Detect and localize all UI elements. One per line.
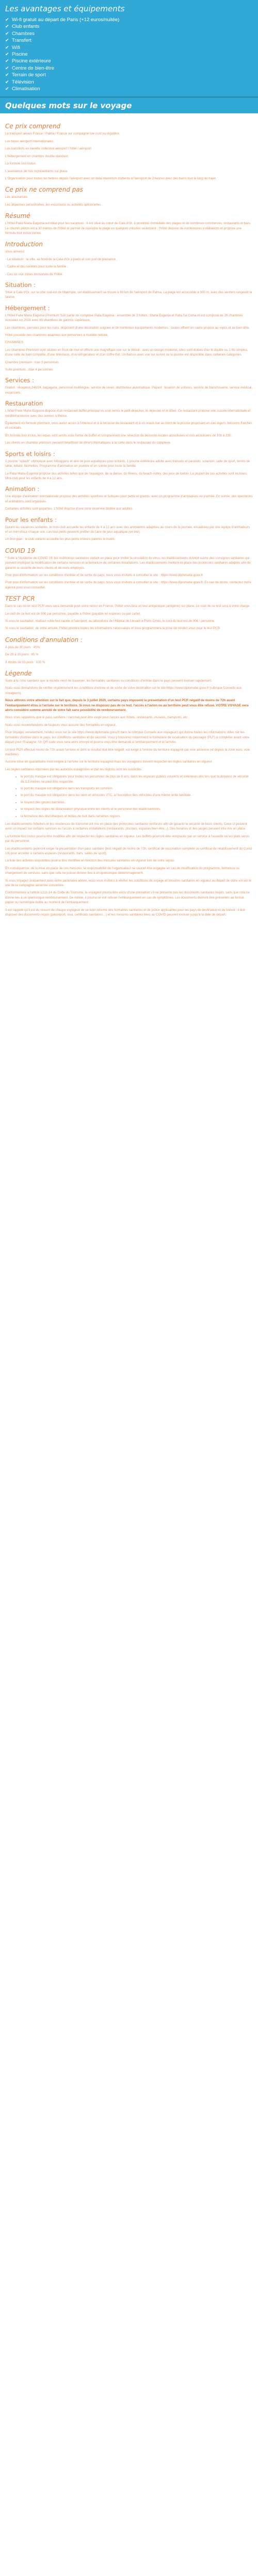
paragraph: Un test PCR effectué moins de 72h avant l'arrivée et dont le résultat doit être négatif, est exigé à l'entrée du territoire espagnol par voie aérienne (et depuis la zone euro, voie maritime). xyxy=(5,748,250,756)
paragraph: Conformément à l'article L211-14 du Code du Tourisme, le voyageur pourra être exclu d'une prestation s'il ne présente pas les documents sanitaires requis, sans que cela ne donne lieu à un quelconque remboursement. De même, il pourra se voir refuser l'embarquement en cas de symptômes. Les documents devront être présentés au format papier ou numérique lisible au moment de l'embarquement. xyxy=(5,891,250,905)
paragraph: Nous vous recommandons de toujours vous assurer des formalités en vigueur. xyxy=(5,723,117,727)
subsection-heading: Hébergement : xyxy=(5,304,50,312)
paragraph: Les chambres, pensées pour les nuits, disposent d'une décoration soignée et de nombreux équipements modernes : toutes offrent un cadre propice au repos et au bien-être. xyxy=(5,326,250,330)
amenity-item xyxy=(5,51,253,58)
paragraph: Suite premium : max 4 personnes xyxy=(5,368,53,372)
section-heading: Introduction xyxy=(5,241,43,248)
paragraph: L'assistance de nos représentants sur place. xyxy=(5,169,69,173)
paragraph: Certaines activités sont payantes. L'hôtel dispose d'une zone réservée dédiée aux adultes. xyxy=(5,507,134,511)
paragraph: En formule tout inclus, les repas sont servis sous forme de buffet et comprennent une sélection de boissons locales alcoolisées et non alcoolisées de 10h à 23h. xyxy=(5,433,232,437)
paragraph: 1 piscine "splash" olympique avec toboggans et aire de jeux aquatiques pour enfants, 1 piscine extérieure adulte avec transats et parasols, solarium, salle de sport, tennis de table, billard, fléchettes. Programme d'animation en journée et en soirée pour toute la famille. xyxy=(5,459,250,468)
paragraph: Si vous le souhaitez, réalisez votre test rapide à l'aéroport, au laboratoire de l'Hôpital de Llevant à Porto Cristo, le coût du test est de 90€ / personne. xyxy=(5,619,215,623)
amenity-label: Télévision xyxy=(12,79,34,85)
amenity-item xyxy=(5,86,253,92)
paragraph: L'hébergement en chambre double standard. xyxy=(5,154,69,158)
amenities-banner xyxy=(0,0,258,98)
amenity-label: Piscine xyxy=(12,52,28,58)
paragraph: En conséquence, de la mise en place de ces mesures, la responsabilité de l'organisateur ne saurait être engagée en cas de modification du programme, fermeture ou changement de services, sans que cela ne puisse donner lieu à un quelconque dédommagement. xyxy=(5,866,240,875)
trip-description xyxy=(0,113,258,917)
paragraph: L'hôtel Palia Maria Eugenia dispose d'un restaurant buffet principal où sont servis le petit-déjeuner, le déjeuner et le dîner. Ce restaurant propose une cuisine internationale et méditerranéenne avec des soirées à thème. xyxy=(5,409,251,418)
paragraph: Vous aimerez : xyxy=(5,250,26,254)
paragraph: Les assurances xyxy=(5,195,28,199)
paragraph: La liste des activités disponibles pourra être modifiée en fonction des mesures sanitaires en vigueur lors de votre séjour. xyxy=(5,859,175,863)
paragraph: Si vous voyagez uniquement avec notre partenaire aérien, nous vous invitons à vérifier les conditions de voyage et mesures sanitaires en vigueur au départ de votre vol sur le site de la compagnie aérienne concernée. xyxy=(5,878,252,888)
section-heading: Résumé xyxy=(5,212,30,220)
amenity-label: Piscine extérieure xyxy=(12,58,51,64)
paragraph: Pour plus d'information sur les conditions d'entrée et de sortie du pays, nous vous invitons à consulter le site : https://www.diplomatie.gouv.fr. En cas de doute, contactez votre agence pour vous conseiller. xyxy=(5,581,251,589)
paragraph: Le Palia Maria Eugenia propose des activités telles que de l'aquagym, de la danse, du fitness, du beach-volley, des jeux de ballon. La plupart de ces activités sont incluses. Mini-club pour les enfants de 4 à 12 ans. xyxy=(5,471,248,480)
check-icon: ✔ xyxy=(5,72,9,78)
amenity-item xyxy=(5,16,253,23)
list-item: • le port du masque est obligatoire dans les transports en commun. xyxy=(21,786,253,791)
paragraph: À plus de 30 jours : 45% xyxy=(5,645,40,649)
amenities-title: Les avantages et équipements xyxy=(5,4,125,13)
list-item: • la fermeture des discothèques et boîtes de nuit dans certaines régions. xyxy=(21,814,253,819)
paragraph: Situé à Cala d'Or, sur la côte sud-est de Majorque, cet établissement se trouve à 60 km de l'aéroport de Palma. La plage est accessible à 500 m, avec des sentiers longeant la falaise. xyxy=(5,290,252,299)
check-icon: ✔ xyxy=(5,44,9,50)
section-heading: Conditions d'annulation : xyxy=(5,636,83,643)
amenity-item xyxy=(5,23,253,30)
amenity-item xyxy=(5,65,253,72)
paragraph: Également en formule premium, vous aurez accès à l'intérieur et à la terrasse du restaurant et à un snack-bar au bord de la piscine proposant en-cas légers, boissons fraîches et cocktails. xyxy=(5,421,252,430)
paragraph: Durant les vacances scolaires, le mini-club accueille les enfants de 4 à 12 ans avec des animations adaptées au cours de la journée, encadrées par une équipe d'animateurs et un mini-disco chaque soir. Les tout-petits peuvent profiter de l'aire de jeux aquatique (en été). xyxy=(5,525,250,534)
paragraph: Chambre premium : max 3 personnes xyxy=(5,360,59,364)
paragraph: Les règles sanitaires imposées par les autorités espagnoles et par les régions sont les suivantes : xyxy=(5,767,143,771)
paragraph: Dans le cas où un test PCR vous sera demandé pour votre retour en France, l'hôtel vous fera un test antigénique (antigène) sur place. Le coût de ce test sera à votre charge. xyxy=(5,604,251,608)
paragraph: La formule tout inclus pourra être modifiée afin de respecter les règles sanitaires en vigueur. Les buffets pourront être remplacés par un service à l'assiette ou les plats servis par du personnel. xyxy=(5,834,250,843)
paragraph: Il est rappelé qu'il est du ressort de chaque voyageur de se tenir informé des formalités sanitaires et de police applicables pour les pays de destination et de transit ; il doit disposer des documents requis (passeport, visa, certificats sanitaires…) et les mesures sanitaires liées au COVID peuvent évoluer jusqu'à la date de départ. xyxy=(5,908,245,917)
paragraph: L'Organisation pour toutes les heures depuis l'aéroport avec un délai maximum d'attente à l'aéroport de 2 heures avec des bains tout le long du trajet. xyxy=(5,176,217,180)
list-item: • le port du masque est obligatoire pour toutes les personnes de plus de 6 ans, dans les espaces publics couverts et extérieurs dès lors que la distance de sécurité de 1,5 mètres ne peut être respectée. xyxy=(21,774,253,784)
paragraph: Les dépenses personnelles, les excursions ou activités optionnelles. xyxy=(5,202,102,207)
amenity-item xyxy=(5,44,253,51)
page xyxy=(0,0,258,917)
amenity-item xyxy=(5,58,253,64)
paragraph: L'Hôtel Palia Maria Eugenia est idéal pour les vacances : il est situé au cœur de Cala d'Or, à proximité immédiate des plages et de nombreux commerces, restaurants et bars. Le chemin piéton est à 30 mètres de l'hôtel et permet de rejoindre la plage en quelques minutes seulement ; l'hôtel dispose de nombreuses installations et propose une formule tout inclus variée. xyxy=(5,222,251,235)
section-heading: TEST PCR xyxy=(5,595,35,603)
check-icon: ✔ xyxy=(5,24,9,29)
check-icon: ✔ xyxy=(5,38,9,43)
sanitary-rules-list xyxy=(5,774,253,819)
subsection-heading: Sports et loisirs : xyxy=(5,450,55,457)
paragraph: Nous attirons votre attention sur le fait que, depuis le 3 juillet 2020, certains pays imposent la présentation d'un test PCR négatif de moins de 72h avant l'embarquement et/ou à l'arrivée sur le territoire. Si vous ne disposez pas de ce test, l'accès à l'avion ou au territoire peut vous être refusé. VOTRE VOYAGE sera alors considéré comme annulé de votre fait sans possibilité de remboursement. xyxy=(5,699,249,713)
paragraph: Pour plus d'information sur les conditions d'entrée et de sortie du pays, nous vous invitons à consulter le site : https://www.diplomatie.gouv.fr xyxy=(5,573,203,577)
paragraph: Les chambres Premium sont situées en front de mer et offrent une magnifique vue sur le littoral : avec un design moderne, elles sont dotées d'un lit double ou 2 lits simples, d'une salle de bain complète, d'une télévision, d'un réfrigérateur et d'un coffre-fort. Un balcon avec vue sur la mer ou la piscine est disponible dans certaines catégories. xyxy=(5,348,248,357)
paragraph: - La situation : la ville, au bord de la Cala d'Or à pieds et son port de plaisance ; xyxy=(5,257,118,261)
paragraph: Le transport aérien France / Palma / France sur compagnie low cost ou régulière. xyxy=(5,132,120,136)
paragraph: - Cadre et des variétés pour toute la famille ; xyxy=(5,265,68,269)
check-icon: ✔ xyxy=(5,30,9,36)
paragraph: Pour voyager sereinement, rendez-vous sur le site https://www.diplomatie.gouv.fr dans la rubrique Conseils aux voyageurs qui donne toutes les informations utiles sur les formalités d'entrée dans le pays, les conditions sanitaires et de sécurité. Vous y trouverez notamment le formulaire de localisation du passager (PLF) à compléter avant votre départ pour l'Espagne. Un QR code vous sera alors envoyé et pourra vous être demandé à l'embarquement et à l'arrivée. xyxy=(5,731,250,744)
paragraph: Si vous le souhaitez, de votre arrivée, l'hôtel prendra toutes les informations nécessaires et vous programmera la prise de rendez-vous pour le test PCR. xyxy=(5,626,221,631)
paragraph: Les clients en chambre premium peuvent bénéficier de dîners thématiques à la carte dans le restaurant du complexe. xyxy=(5,441,171,445)
amenity-item xyxy=(5,79,253,86)
subsection-heading: Pour les enfants : xyxy=(5,516,57,523)
amenity-label: Chambres xyxy=(12,30,35,37)
paragraph: Une équipe d'animation internationale propose des activités sportives et ludiques pour petits et grands, avec un programme d'animations en journée. En soirée, des spectacles et animations sont organisés. xyxy=(5,495,253,503)
trip-overview-heading: Quelques mots sur le voyage xyxy=(0,98,258,113)
section-heading: Légende xyxy=(5,670,32,677)
amenity-label: Wifi xyxy=(12,44,20,50)
paragraph: Les taxes aéroport internationales. xyxy=(5,139,54,143)
paragraph: De 29 à 15 jours : 85 % xyxy=(5,653,39,657)
amenity-item xyxy=(5,30,253,37)
paragraph: Les établissements hôteliers et les résidences de tourisme ont mis en place des protocoles sanitaires renforcés afin de garantir la sécurité de leurs clients. Ceux-ci peuvent avoir un impact sur certains services ou l'accès à certaines installations (restaurants, piscines, espaces bien-être...). Des horaires et des jauges peuvent être mis en place. xyxy=(5,822,247,831)
paragraph: * Suite à l'épidémie de COVID 19, les restrictions sanitaires variant en place pour limiter la circulation du virus, les établissements doivent suivre des consignes sanitaires qui peuvent impliquer la modification de certains services et la fermeture de certaines installations. Les établissements mettent en place des protocoles sanitaires adaptés afin de garantir la sécurité de leurs clients et de leurs employés. xyxy=(5,556,251,570)
paragraph: Nous vous rappelons que le pass sanitaire / vaccinal peut être exigé pour l'accès aux hôtels, restaurants, musées, transports, etc. xyxy=(5,716,189,720)
paragraph: - Ces six vue zones exclusives de l'hôtel. xyxy=(5,272,63,276)
section-heading: COVID 19 xyxy=(5,547,35,554)
check-icon: ✔ xyxy=(5,65,9,71)
paragraph: Nous vous demandons de vérifier régulièrement les conditions d'entrée et de sortie de votre destination sur le site https://www.diplomatie.gouv.fr (rubrique Conseils aux voyageurs). xyxy=(5,686,242,695)
subsection-heading: Services : xyxy=(5,377,35,384)
list-item: • le respect des règles de distanciation physique entre les clients et le personnel des établissements. xyxy=(21,807,253,811)
amenity-label: Club enfants xyxy=(12,24,40,30)
paragraph: Un bon plan : le club enfants accueille les plus petits et leurs parents le matin. xyxy=(5,537,115,541)
paragraph: Le coût de ce test est de 90€ par personne, payable à l'hôtel (payable en espèces ou par carte). xyxy=(5,612,141,616)
list-item: • le port du masque est obligatoire dans les taxis et véhicules VTC, à l'exception des véhicules d'une même unité familiale. xyxy=(21,793,253,798)
subsection-heading: Restauration xyxy=(5,400,43,408)
amenity-label: Terrain de sport xyxy=(12,72,46,78)
amenity-label: Centre de bien-être xyxy=(12,65,54,71)
amenity-label: Climatisation xyxy=(12,86,40,92)
paragraph: La formule tout inclus xyxy=(5,162,36,166)
subsection-heading: Animation : xyxy=(5,485,40,493)
paragraph: Les établissements pourront exiger la présentation d'un pass sanitaire (test négatif de moins de 72h, certificat de vaccination complète ou certificat de rétablissement du Covid 19) pour accéder à certains espaces (restaurants, bars, salles de sport). xyxy=(5,846,252,855)
amenity-label: Transfert xyxy=(12,38,31,44)
paragraph: Aucune mise en quarantaine n'est exigée à l'arrivée sur le territoire espagnol mais les voyageurs doivent respecter les règles sanitaires en vigueur. xyxy=(5,760,213,764)
subsection-heading: Situation : xyxy=(5,281,36,289)
amenity-item xyxy=(5,72,253,78)
check-icon: ✔ xyxy=(5,86,9,92)
paragraph: L'Hôtel Palia Maria Eugenia (Premium Sol) partie du complexe Palia Eugenia - ensemble de 2 hôtels : Maria Eugenia et Palia Sa Coma et est composé de 26 chambres rénovées en 2019 avec 90 chambres de gamme supérieure. xyxy=(5,313,243,323)
amenity-label: Wi-fi gratuit au départ de Paris (+12 euros/nuitée) xyxy=(12,17,120,23)
paragraph: Suite à la crise sanitaire que le monde vient de traverser, les formalités sanitaires ou conditions d'entrée dans le pays peuvent évoluer rapidement. xyxy=(5,679,212,683)
paragraph: Gratuit : réception 24h/24, bagagerie, personnel multilingue, service de réveil, distributeur automatique. Payant : location de voitures, service de blanchisserie, service médical, excursions. xyxy=(5,386,253,395)
paragraph: CHAMBRES xyxy=(5,341,24,345)
check-icon: ✔ xyxy=(5,52,9,57)
amenity-item xyxy=(5,37,253,44)
list-item: • le respect des gestes barrières. xyxy=(21,800,253,805)
paragraph: À moins de 15 jours : 100 % xyxy=(5,660,45,664)
check-icon: ✔ xyxy=(5,58,9,64)
check-icon: ✔ xyxy=(5,17,9,22)
section-heading: Ce prix comprend xyxy=(5,123,61,130)
section-heading: Ce prix ne comprend pas xyxy=(5,186,84,194)
check-icon: ✔ xyxy=(5,79,9,84)
paragraph: Hôtel possède des chambres adaptées aux personnes à mobilité réduite. xyxy=(5,333,109,337)
paragraph: Les transferts en navette collective aéroport / hôtel / aéroport xyxy=(5,147,91,151)
amenities-list xyxy=(5,16,253,92)
